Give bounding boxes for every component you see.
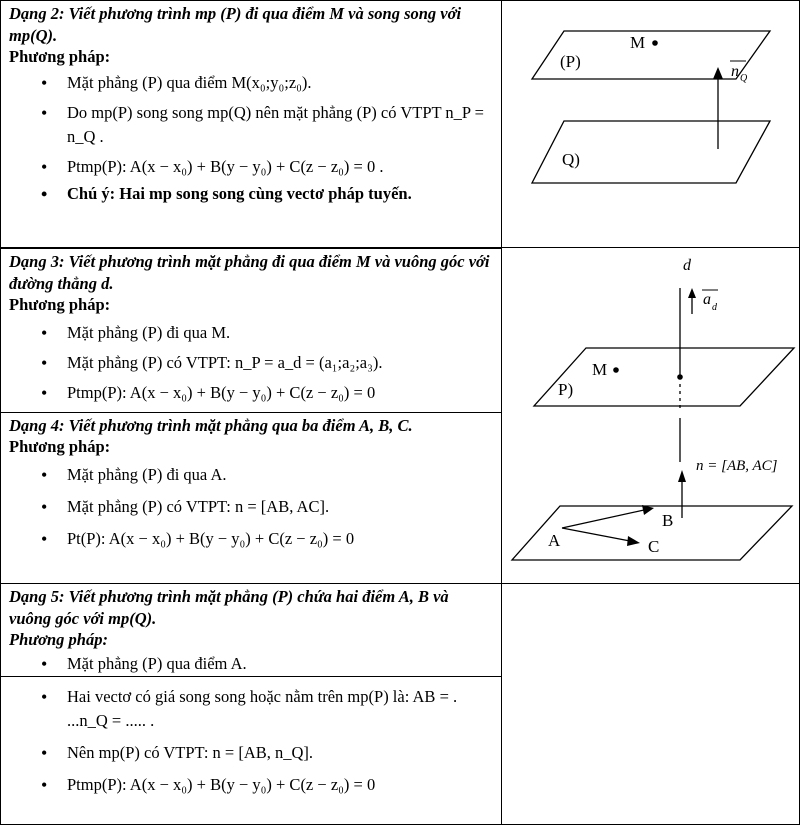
- method-list: [1, 71, 501, 205]
- plane-q-label: Q): [562, 150, 580, 169]
- method-label: Phương pháp:: [9, 295, 111, 314]
- method-label: Phương pháp:: [9, 47, 111, 66]
- figure-cell-3: [502, 584, 800, 825]
- point-m-dot: [613, 367, 619, 373]
- point-m-dot: [652, 40, 658, 46]
- normal-n-label: n = [AB, AC]: [696, 458, 778, 474]
- method-label: Phương pháp:: [9, 437, 111, 456]
- arrow-head: [627, 536, 640, 546]
- point-b-label: B: [662, 511, 674, 530]
- list-item: • Mặt phẳng (P) có VTPT: n = [AB, AC].: [1, 495, 501, 519]
- arrow-head: [678, 470, 686, 482]
- list-item: • Chú ý: Hai mp song song cùng vectơ pháp tuyến.: [1, 183, 501, 205]
- point-a-label: A: [548, 531, 561, 550]
- point-c-label: C: [648, 537, 660, 556]
- section-dang-5: [0, 584, 502, 825]
- plane-p-label: P): [558, 380, 574, 399]
- vector-a-label: a: [703, 291, 711, 308]
- section-title: Dạng 5: Viết phương trình mặt phẳng (P) chứa hai điểm A, B và vuông góc với mp(Q).: [9, 587, 449, 628]
- plane-p-label: (P): [560, 52, 581, 71]
- vector-n-label: n: [731, 63, 739, 80]
- list-item: • Mặt phẳng (P) đi qua A.: [1, 463, 501, 487]
- section-title: Dạng 2: Viết phương trình mp (P) đi qua điểm M và song song với mp(Q).: [9, 4, 462, 45]
- method-list: [1, 463, 501, 551]
- vector-ac: [562, 528, 630, 541]
- section-dang-3: [0, 248, 502, 412]
- line-d-label: d: [683, 257, 691, 274]
- section-title: Dạng 3: Viết phương trình mặt phẳng đi qua điểm M và vuông góc với đường thẳng d.: [9, 252, 490, 293]
- list-item: • Mặt phẳng (P) qua điểm A.: [1, 652, 501, 677]
- point-m-label: M: [630, 33, 646, 52]
- list-item: • Pt(P): A(x − x₀) + B(y − y₀) + C(z − z₀) = 0: [1, 527, 501, 551]
- vector-ab: [562, 510, 644, 528]
- section-dang-2: [0, 0, 502, 248]
- vector-n-subscript: Q: [740, 73, 748, 84]
- list-item: • Ptmp(P): A(x − x₀) + B(y − y₀) + C(z − z₀) = 0 .: [1, 155, 501, 179]
- list-item: • Mặt phẳng (P) có VTPT: n_P = a_d = (a₁;a₂;a₃).: [1, 351, 501, 375]
- point-m-label: M: [592, 360, 608, 379]
- list-item: • Ptmp(P): A(x − x₀) + B(y − y₀) + C(z − z₀) = 0: [1, 381, 501, 405]
- arrow-head: [713, 67, 723, 79]
- section-title: Dạng 4: Viết phương trình mặt phẳng qua ba điểm A, B, C.: [9, 416, 413, 435]
- section-dang-4: [0, 412, 502, 584]
- figure-cell-1: [502, 0, 800, 248]
- list-item: • Nên mp(P) có VTPT: n = [AB, n_Q].: [1, 741, 501, 765]
- list-item: • Do mp(P) song song mp(Q) nên mặt phẳng (P) có VTPT n_P = n_Q .: [1, 101, 501, 149]
- parallel-planes-figure: [502, 1, 798, 247]
- method-label: Phương pháp:: [9, 630, 108, 649]
- figure-cell-2: [502, 248, 800, 584]
- list-item: • Mặt phẳng (P) qua điểm M(x₀;y₀;z₀).: [1, 71, 501, 95]
- arrow-head: [688, 288, 696, 298]
- list-item: • Mặt phẳng (P) đi qua M.: [1, 321, 501, 345]
- vector-a-subscript: d: [712, 302, 717, 313]
- method-list: [1, 321, 501, 405]
- perpendicular-figure: [502, 248, 798, 582]
- intersection-dot: [677, 374, 683, 380]
- list-item: • Ptmp(P): A(x − x₀) + B(y − y₀) + C(z − z₀) = 0: [1, 773, 501, 797]
- method-list: [1, 652, 501, 797]
- list-item: • Hai vectơ có giá song song hoặc nằm trên mp(P) là: AB = . ...n_Q = ..... .: [1, 685, 501, 733]
